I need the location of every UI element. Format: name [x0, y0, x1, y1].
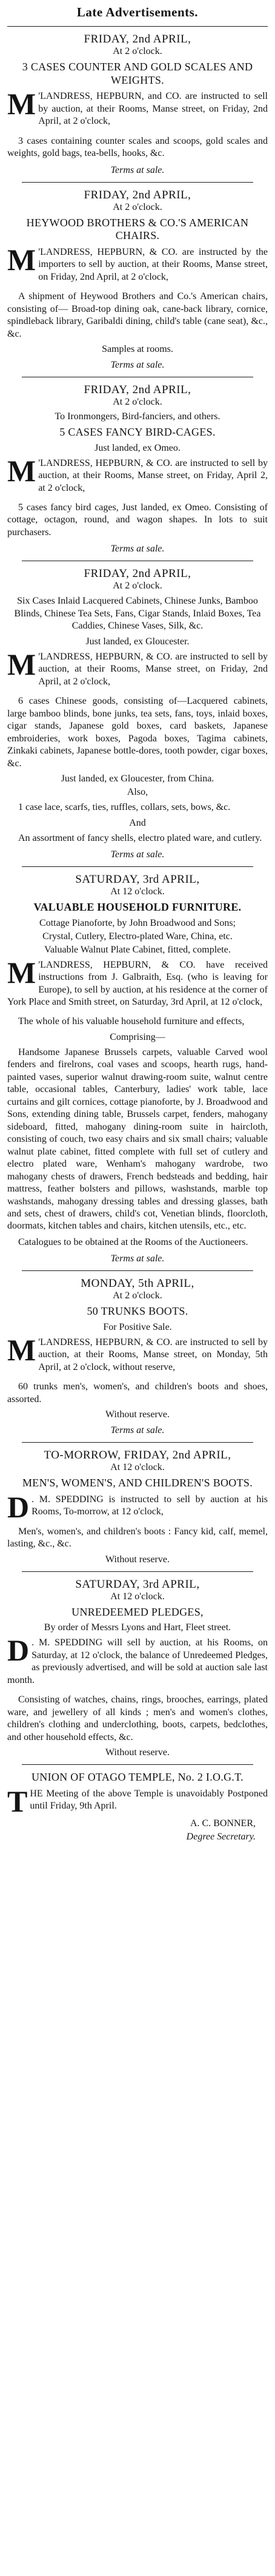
advert-chinese-goods [7, 567, 268, 860]
advert-date: FRIDAY, 2nd APRIL, [84, 188, 191, 201]
advert-time: At 2 o'clock. [113, 46, 162, 56]
divider [7, 26, 268, 27]
advert-detail: The whole of his valuable household furniture and effects, [18, 1016, 245, 1027]
advert-subtitle: By order of Messrs Lyons and Hart, Fleet street. [44, 1622, 231, 1633]
advert-title: 50 TRUNKS BOOTS. [87, 1305, 188, 1318]
advert-date: FRIDAY, 2nd APRIL, [84, 33, 191, 46]
advert-subtitle: Just landed, ex Omeo. [94, 442, 181, 453]
advert-title: Six Cases Inlaid Lacquered Cabinets, Chinese Junks, Bamboo Blinds, Chinese Tea Sets, Fans, Cigar Stands, Inlaid Boxes, Tea Caddies, Chinese Vases, Silk, &c. [14, 596, 261, 632]
advert-body: 'LANDRESS, HEPBURN, & CO. are instructed by the importers to sell by auction, at their Rooms, Manse street, on Friday, 2nd April, at 2 o'clock, [38, 246, 268, 282]
advert-title: HEYWOOD BROTHERS & CO.'S AMERICAN CHAIRS. [26, 216, 249, 242]
advert-body: 'LANDRESS, HEPBURN, and CO. are instructed to sell by auction, at their Rooms, Manse street, on Friday, 2nd April, at 2 o'clock, [38, 91, 268, 127]
signatory-name: A. C. BONNER, [190, 1818, 256, 1829]
signatory-role: Degree Secretary. [186, 1832, 256, 1843]
advert-list: Handsome Japanese Brussels carpets, valuable Carved wool fenders and firelrons, coal vases and scoops, hearth rugs, hand-painted vases, superior walnut drawing-room suite, walnut centre table, occasional tables, Canterbury, ladies' work table, lace curtains and gilt cornices, cottage pianoforte, by J. Broadwood and Sons, extending dining table, Brussels carpet, fenders, mahogany sideboard, fitted, mahogany dining-room suite in haircloth, consisting of couch, two easy chairs and six small chairs; valuable walnut plate cabinet, fitted complete with full set of cutlery and electro plated ware, Wenham's mahogany wardrobe, two mahogany chests of drawers, French bedsteads and bedding, hair mattress, feather bolsters and pillows, washstands, marble top washstands, mahogany dressing tables and dressing glasses, bath and sets, chest of drawers, child's cot, Venetian blinds, floorcloth, doormats, kitchen tables and chairs, kitchen utensils, etc., etc. [7, 1047, 268, 1232]
advert-title: VALUABLE HOUSEHOLD FURNITURE. [33, 900, 242, 913]
advert-date: MONDAY, 5th APRIL, [81, 1277, 194, 1290]
advert-date: SATURDAY, 3rd APRIL, [75, 1577, 200, 1591]
drop-cap: M [7, 87, 36, 121]
advert-time: At 2 o'clock. [113, 1290, 162, 1301]
advert-body: 'LANDRESS, HEPBURN, & CO. are instructed to sell by auction, at their Rooms, Manse street, on Friday, April 2, at 2 o'clock, [38, 457, 268, 493]
advert-body: HE Meeting of the above Temple is unavoidably Postponed until Friday, 9th April. [30, 1788, 268, 1812]
advert-subtitle-2: Just landed, ex Gloucester, from China. [61, 774, 214, 784]
divider [22, 1764, 253, 1765]
advert-title: UNION OF OTAGO TEMPLE, No. 2 I.O.G.T. [31, 1771, 244, 1784]
advert-body: 'LANDRESS, HEPBURN, & CO. are instructed to sell by auction, at their Rooms, Manse street, on Friday, 2nd April, at 2 o'clock, [38, 651, 268, 687]
drop-cap: D [7, 1489, 30, 1524]
advert-detail: A shipment of Heywood Brothers and Co.'s American chairs, consisting of— Broad-top dining oak, cane-back library, cornice, spindleback library, Garibaldi dining, child's table (cane seat), &c., &c. [7, 291, 268, 339]
divider [22, 1571, 253, 1572]
advert-temple-notice [7, 1771, 268, 1844]
advert-bird-cages [7, 383, 268, 555]
advert-terms: Terms at sale. [110, 1425, 165, 1436]
advert-detail: 60 trunks men's, women's, and children's boots and shoes, assorted. [7, 1381, 268, 1404]
advert-detail: 5 cases fancy bird cages, Just landed, ex Omeo. Consisting of cottage, octagon, round, and wagon shapes. In lots to suit purchasers. [7, 502, 268, 538]
advert-terms: Terms at sale. [110, 849, 165, 860]
drop-cap: M [7, 453, 36, 488]
advert-terms: Terms at sale. [110, 164, 165, 175]
advert-audience: To Ironmongers, Bird-fanciers, and others. [55, 411, 220, 422]
advert-trunks-boots [7, 1277, 268, 1436]
advert-reserve: Without reserve. [105, 1409, 170, 1420]
advert-and: And [129, 817, 146, 828]
advert-date: SATURDAY, 3rd APRIL, [75, 872, 200, 886]
drop-cap: M [7, 1333, 36, 1367]
advert-line: Cottage Pianoforte, by John Broadwood and Sons; [39, 917, 236, 928]
divider [22, 1270, 253, 1271]
advert-subtitle: Just landed, ex Gloucester. [85, 636, 190, 647]
advert-also: Also, [127, 787, 148, 798]
advert-body: 'LANDRESS, HEPBURN, & CO. are instructed to sell by auction, at their Rooms, Manse street, on Monday, 5th April, at 2 o'clock, without reserve, [38, 1337, 268, 1372]
advert-spedding-boots [7, 1449, 268, 1565]
advert-time: At 2 o'clock. [113, 201, 162, 212]
advert-and-detail: An assortment of fancy shells, electro plated ware, and cutlery. [18, 832, 262, 843]
advert-terms: Terms at sale. [110, 544, 165, 555]
drop-cap: T [7, 1784, 28, 1818]
advert-american-chairs [7, 189, 268, 371]
advert-date: TO-MORROW, FRIDAY, 2nd APRIL, [44, 1449, 231, 1462]
advert-detail: Men's, women's, and children's boots : Fancy kid, calf, memel, lasting, &c., &c. [7, 1526, 268, 1549]
advert-time: At 2 o'clock. [113, 397, 162, 407]
advert-also-detail: 1 case lace, scarfs, ties, ruffles, collars, sets, bows, &c. [18, 802, 231, 813]
advert-time: At 12 o'clock. [110, 886, 165, 897]
advert-catalogue: Catalogues to be obtained at the Rooms of the Auctioneers. [18, 1236, 248, 1247]
advert-household-furniture [7, 873, 268, 1264]
advert-terms: Terms at sale. [110, 1253, 165, 1264]
advert-counter-scales [7, 33, 268, 176]
advert-body: . M. SPEDDING is instructed to sell by auction at his Rooms, To-morrow, at 12 o'clock, [31, 1494, 268, 1517]
advert-unredeemed-pledges [7, 1578, 268, 1758]
advert-date: FRIDAY, 2nd APRIL, [84, 567, 191, 581]
drop-cap: D [7, 1633, 30, 1668]
advert-date: FRIDAY, 2nd APRIL, [84, 383, 191, 396]
advert-comprising: Comprising— [110, 1031, 165, 1042]
drop-cap: M [7, 242, 36, 277]
advert-title: UNREDEEMED PLEDGES, [71, 1605, 204, 1618]
advert-time: At 2 o'clock. [113, 581, 162, 592]
advert-reserve: Without reserve. [105, 1747, 170, 1758]
divider [22, 1442, 253, 1443]
advert-terms: Terms at sale. [110, 360, 165, 370]
drop-cap: M [7, 955, 36, 990]
advert-detail: Consisting of watches, chains, rings, brooches, earrings, plated ware, and jewellery of all kinds ; men's and women's clothes, children's clothing and underclothing, boots, carpets, bedclothes, and other household effects, &c. [7, 1694, 268, 1742]
drop-cap: M [7, 647, 36, 681]
advert-title: MEN'S, WOMEN'S, AND CHILDREN'S BOOTS. [22, 1477, 253, 1489]
page-heading: Late Advertisements. [76, 5, 199, 19]
advert-samples: Samples at rooms. [102, 344, 173, 354]
advert-title: 3 CASES COUNTER AND GOLD SCALES AND WEIGHTS. [22, 61, 253, 86]
advert-time: At 12 o'clock. [110, 1591, 165, 1602]
advert-body: 'LANDRESS, HEPBURN, & CO. have received instructions from J. Galbraith, Esq. (who is leaving for Europe), to sell by auction, at his residence at the corner of York Place and Smith street, on Saturday, 3rd April, at 12 o'clock, [7, 959, 268, 1007]
advert-time: At 12 o'clock. [110, 1462, 165, 1473]
divider [22, 866, 253, 867]
advert-line: Crystal, Cutlery, Electro-plated Ware, China, etc. [42, 931, 233, 942]
advert-line: Valuable Walnut Plate Cabinet, fitted, complete. [44, 944, 231, 955]
advert-reserve: Without reserve. [105, 1554, 170, 1565]
advert-detail: 6 cases Chinese goods, consisting of—Lacquered cabinets, large bamboo blinds, bone junks, tea sets, fans, toys, inlaid boxes, cigar stands, Japanese gold boxes, card baskets, Japanese embroideries, work boxes, Pagoda boxes, Tagima cabinets, Zinkaki cabinets, Japanese bottle-dores, tooth powder, cigar boxes, &c. [7, 696, 268, 769]
divider [22, 182, 253, 183]
advert-subtitle: For Positive Sale. [103, 1322, 172, 1332]
advert-detail: 3 cases containing counter scales and scoops, gold scales and weights, gold bags, tea-bells, hooks, &c. [7, 135, 268, 159]
advert-body: . M. SPEDDING will sell by auction, at his Rooms, on Saturday, at 12 o'clock, the balance of Unredeemed Pledges, as previously advertised, and will be sold at auction sale last month. [7, 1637, 268, 1685]
advert-title: 5 CASES FANCY BIRD-CAGES. [59, 426, 216, 438]
